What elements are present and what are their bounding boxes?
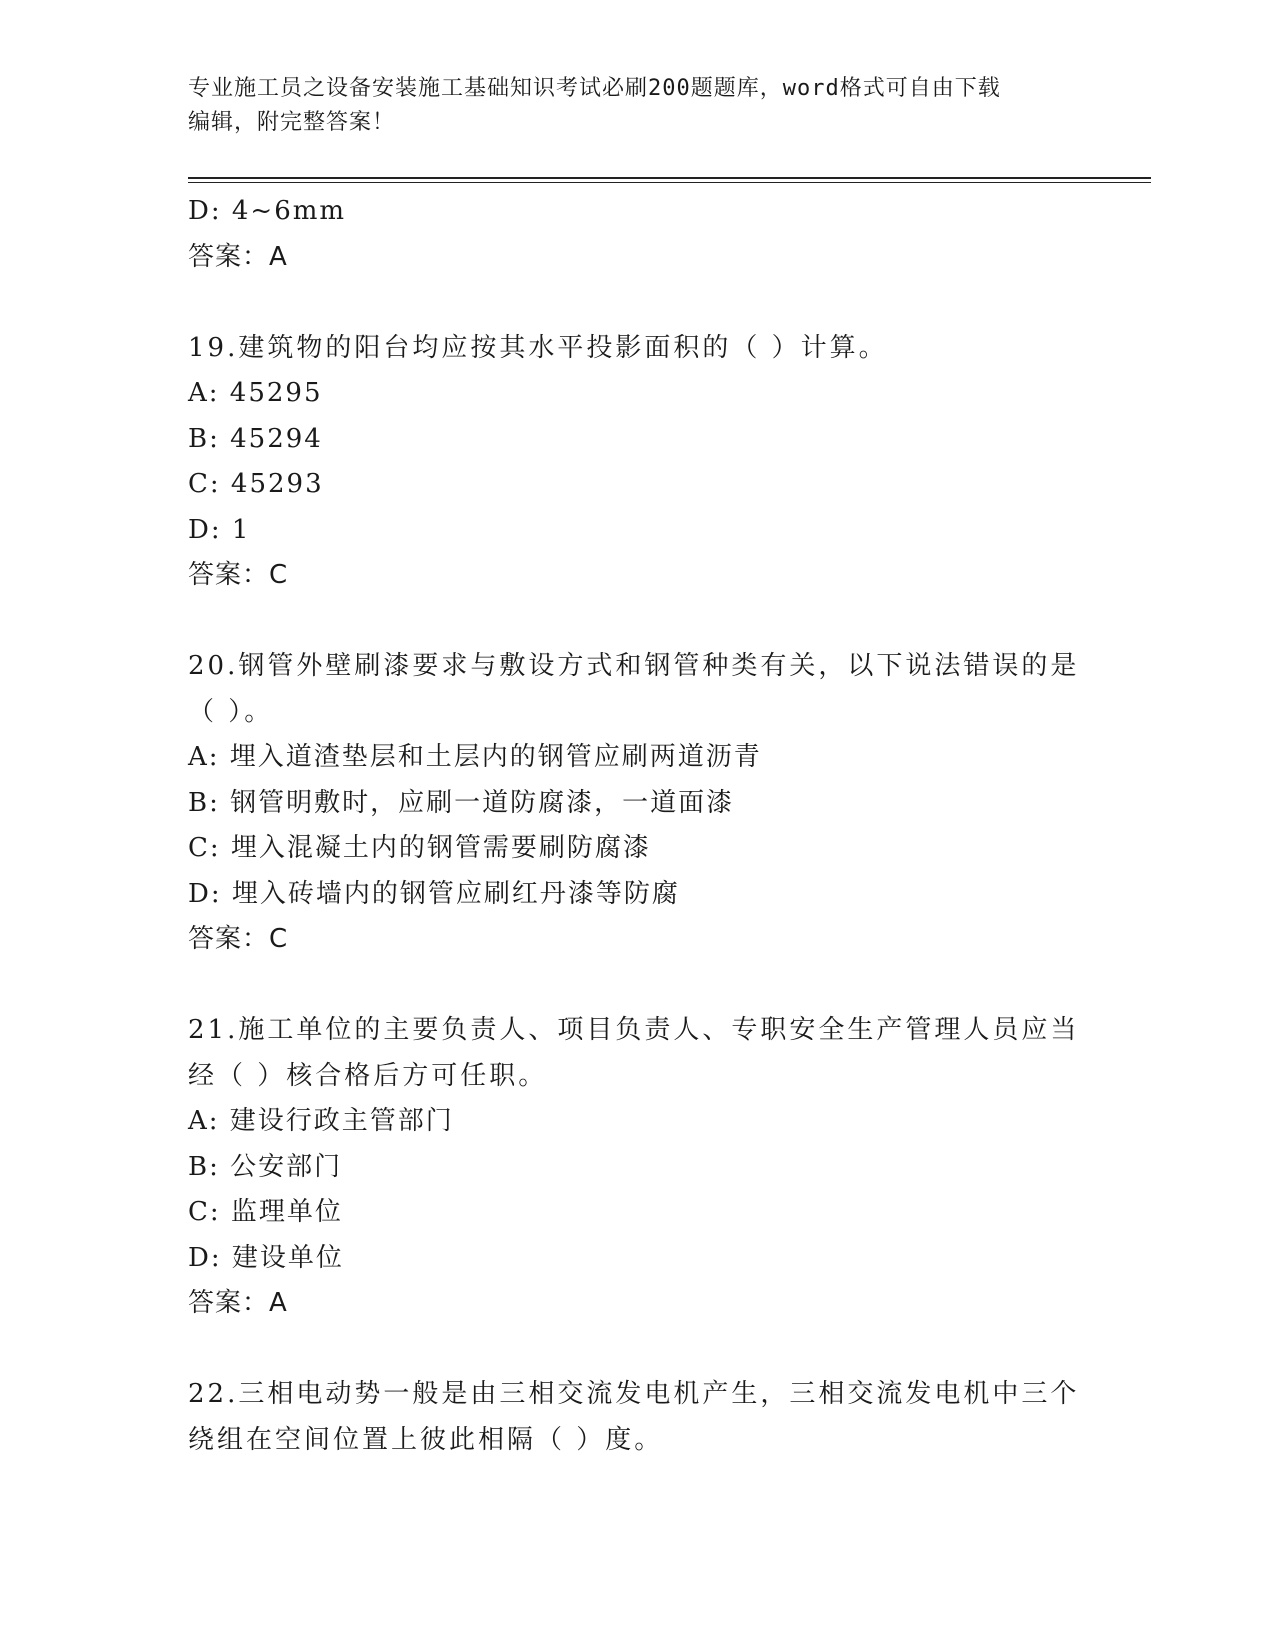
question-text-cont: （ ）。: [188, 696, 274, 727]
option-c: C: 埋入混凝土内的钢管需要刷防腐漆: [188, 833, 651, 863]
option-d: D: 建设单位: [188, 1242, 344, 1273]
question-text: 19.建筑物的阳台均应按其水平投影面积的（ ）计算。: [188, 332, 888, 363]
header-line-2: 编辑，附完整答案！: [188, 110, 396, 135]
answer-line: 答案：A: [188, 241, 288, 272]
answer-line: 答案：C: [188, 560, 289, 590]
question-text: 20.钢管外壁刷漆要求与敷设方式和钢管种类有关，以下说法错误的是: [188, 651, 1080, 681]
question-text-cont: 绕组在空间位置上彼此相隔（ ）度。: [188, 1424, 664, 1455]
option-b: B: 公安部门: [188, 1151, 343, 1182]
question-text: 21.施工单位的主要负责人、项目负责人、专职安全生产管理人员应当: [188, 1015, 1080, 1045]
question-22: [188, 1372, 1088, 1463]
answer-line: 答案：A: [188, 1288, 288, 1318]
option-a: A: 埋入道渣垫层和土层内的钢管应刷两道沥青: [188, 742, 762, 772]
question-text: 22.三相电动势一般是由三相交流发电机产生，三相交流发电机中三个: [188, 1379, 1080, 1409]
header-divider-thick: [188, 177, 1151, 179]
answer-line: 答案：C: [188, 924, 289, 954]
option-b: B: 45294: [188, 423, 323, 454]
question-20: [188, 644, 1088, 963]
question-18-fragment: [188, 189, 1088, 280]
option-a: A: 建设行政主管部门: [188, 1106, 454, 1136]
option-d: D: 埋入砖墙内的钢管应刷红丹漆等防腐: [188, 878, 680, 909]
question-21: [188, 1008, 1088, 1327]
question-text-cont: 经（ ）核合格后方可任职。: [188, 1060, 548, 1091]
question-19: [188, 326, 1088, 599]
option-c: C: 监理单位: [188, 1197, 343, 1227]
option-c: C: 45293: [188, 469, 324, 499]
option-d: D: 4~6mm: [188, 196, 347, 226]
document-header: [188, 72, 1088, 140]
option-d: D: 1: [188, 514, 251, 545]
option-a: A: 45295: [188, 378, 323, 408]
spacer: [188, 280, 1088, 326]
option-b: B: 钢管明敷时，应刷一道防腐漆，一道面漆: [188, 787, 735, 818]
question-list: [188, 189, 1088, 1463]
header-line-1: 专业施工员之设备安装施工基础知识考试必刷200题题库，word格式可自由下载: [188, 76, 1001, 101]
spacer: [188, 599, 1088, 645]
spacer: [188, 963, 1088, 1009]
spacer: [188, 1327, 1088, 1373]
header-divider-thin: [188, 182, 1151, 183]
